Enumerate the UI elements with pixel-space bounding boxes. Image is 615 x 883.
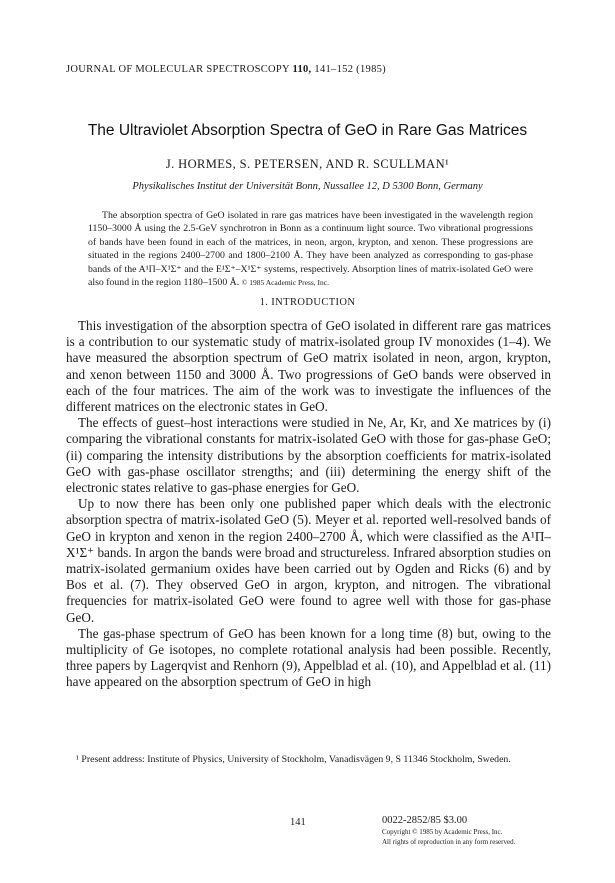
- footnote: ¹ Present address: Institute of Physics, University of Stockholm, Vanadisvägen 9, S 11346 Stockholm, Sweden.: [76, 754, 511, 765]
- paragraph: This investigation of the absorption spectra of GeO isolated in different rare gas matrices is a contribution to our systematic study of matrix-isolated group IV monoxides (1–4). We have measured the absorption spectrum of GeO matrix isolated in neon, argon, krypton, and xenon between 1150 and 3000 Å. Two progressions of GeO bands were observed in each of the four matrices. The aim of the work was to investigate the influences of the different matrices on the electronic states in GeO.: [66, 318, 551, 415]
- paragraph: Up to now there has been only one published paper which deals with the electronic absorption spectra of matrix-isolated GeO (5). Meyer et al. reported well-resolved bands of GeO in krypton and xenon in the region 2400–2700 Å, which were classified as the A¹Π–X¹Σ⁺ bands. In argon the bands were broad and structureless. Infrared absorption studies on matrix-isolated germanium oxides have been carried out by Ogden and Ricks (6) and by Bos et al. (7). They observed GeO in argon, krypton, and nitrogen. The vibrational frequencies for matrix-isolated GeO were found to agree well with those for gas-phase GeO.: [66, 496, 551, 625]
- article-title: The Ultraviolet Absorption Spectra of GeO in Rare Gas Matrices: [87, 122, 528, 139]
- article-authors: J. HORMES, S. PETERSEN, AND R. SCULLMAN¹: [165, 157, 450, 171]
- journal-name: JOURNAL OF MOLECULAR SPECTROSCOPY: [66, 64, 290, 75]
- abstract-copyright: © 1985 Academic Press, Inc.: [241, 278, 330, 288]
- journal-header: [66, 64, 386, 75]
- copyright-line: Copyright © 1985 by Academic Press, Inc.: [382, 828, 503, 836]
- rights-block: [382, 814, 515, 847]
- abstract: [88, 209, 533, 289]
- rights-reserved: All rights of reproduction in any form reserved.: [382, 838, 516, 846]
- issn-price: 0022-2852/85 $3.00: [382, 815, 468, 826]
- section-heading: 1. INTRODUCTION: [259, 297, 356, 308]
- page-number: 141: [290, 817, 306, 828]
- abstract-text: The absorption spectra of GeO isolated in rare gas matrices have been investigated in the wavelength region 1150–3000 Å using the 2.5-GeV synchrotron in Bonn as a continuum light source. Two vibrational progressions of bands have been found in each of the matrices, in neon, argon, krypton, and xenon. These progressions are situated in the regions 2400–2700 and 1800–2100 Å. They have been analyzed as corresponding to gas-phase bands of the A¹Π–X¹Σ⁺ and the E¹Σ⁺–X¹Σ⁺ systems, respectively. Absorption lines of matrix-isolated GeO were also found in the region 1180–1500 Å.: [88, 210, 533, 289]
- paragraph: The gas-phase spectrum of GeO has been known for a long time (8) but, owing to the multiplicity of Ge isotopes, no complete rotational analysis had been possible. Recently, three papers by Lagerqvist and Renhorn (9), Appelblad et al. (10), and Appelblad et al. (11) have appeared on the absorption spectrum of GeO in high: [66, 625, 551, 690]
- author-affiliation: Physikalisches Institut der Universität Bonn, Nussallee 12, D 5300 Bonn, Germany: [132, 181, 483, 192]
- journal-volume: 110,: [292, 64, 312, 75]
- journal-pages: 141–152 (1985): [314, 64, 386, 75]
- body-text: [66, 318, 551, 691]
- paragraph: The effects of guest–host interactions were studied in Ne, Ar, Kr, and Xe matrices by (i) comparing the vibrational constants for matrix-isolated GeO with those for gas-phase GeO; (ii) comparing the intensity distributions by the absorption coefficients for matrix-isolated GeO with gas-phase oscillator strengths; and (iii) determining the energy shift of the electronic states relative to gas-phase energies for GeO.: [66, 415, 551, 496]
